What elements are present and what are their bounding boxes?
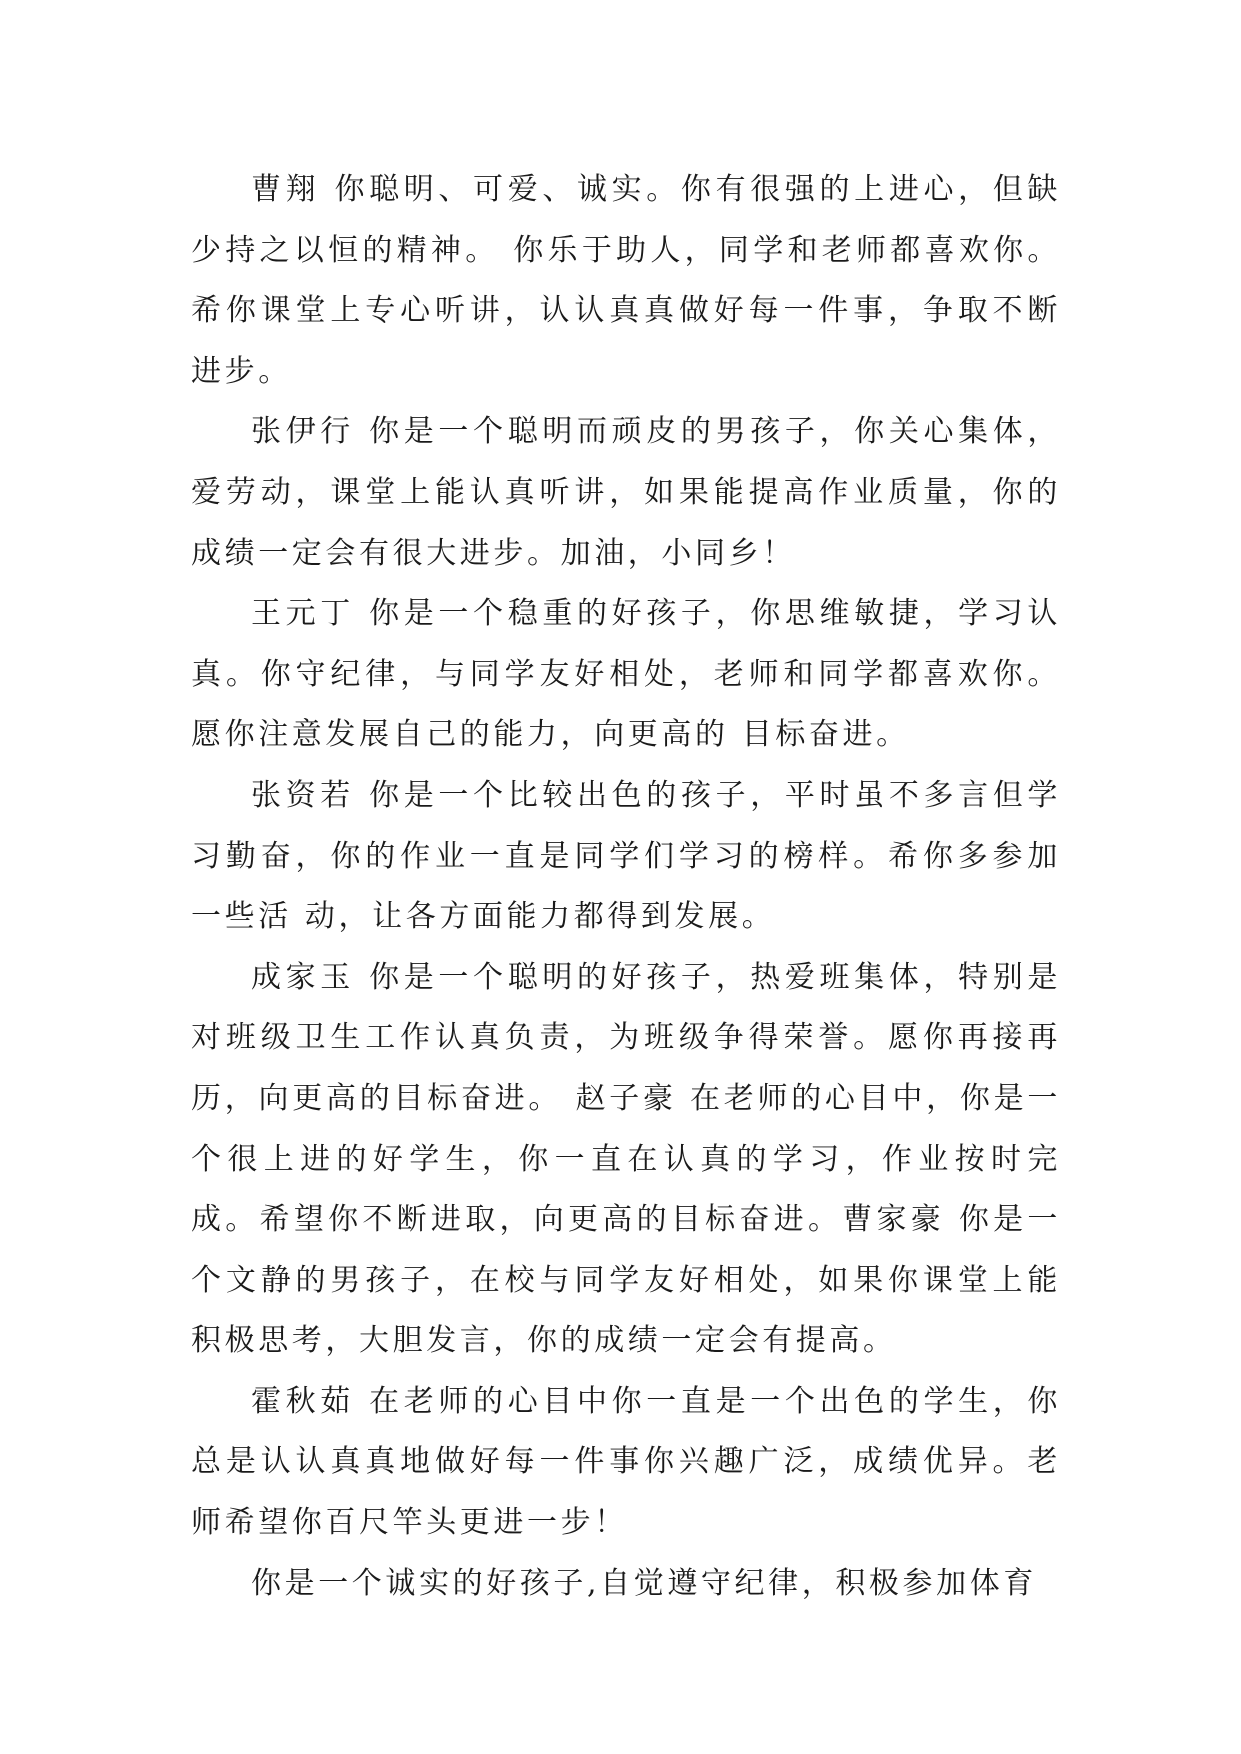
comment-paragraph-4: 张资若 你是一个比较出色的孩子，平时虽不多言但学习勤奋，你的作业一直是同学们学习的榜样。希你多参加一些活 动，让各方面能力都得到发展。: [191, 777, 1061, 935]
comment-paragraph-5: 成家玉 你是一个聪明的好孩子，热爱班集体，特别是对班级卫生工作认真负责，为班级争得荣誉。愿你再接再历，向更高的目标奋进。 赵子豪 在老师的心目中，你是一个很上进的好学生，你一直在认真的学习，作业按时完成。希望你不断进取，向更高的目标奋进。曹家豪 你是一个文静的男孩子，在校与同学友好相处，如果你课堂上能积极思考，大胆发言，你的成绩一定会有提高。: [191, 959, 1061, 1359]
comment-paragraph-6: 霍秋茹 在老师的心目中你一直是一个出色的学生，你总是认认真真地做好每一件事你兴趣广泛，成绩优异。老师希望你百尺竿头更进一步！: [191, 1383, 1061, 1541]
comment-paragraph-7: 你是一个诚实的好孩子,自觉遵守纪律，积极参加体育: [251, 1565, 1037, 1601]
comment-paragraph-1: 曹翔 你聪明、可爱、诚实。你有很强的上进心，但缺少持之以恒的精神。 你乐于助人，同学和老师都喜欢你。希你课堂上专心听讲，认认真真做好每一件事，争取不断进步。: [191, 172, 1061, 389]
comment-paragraph-2: 张伊行 你是一个聪明而顽皮的男孩子，你关心集体，爱劳动，课堂上能认真听讲，如果能提高作业质量，你的成绩一定会有很大进步。加油，小同乡！: [191, 414, 1061, 571]
document-page: [191, 160, 1061, 1614]
comment-paragraph-3: 王元丁 你是一个稳重的好孩子，你思维敏捷，学习认真。你守纪律，与同学友好相处，老师和同学都喜欢你。愿你注意发展自己的能力，向更高的 目标奋进。: [191, 596, 1061, 753]
